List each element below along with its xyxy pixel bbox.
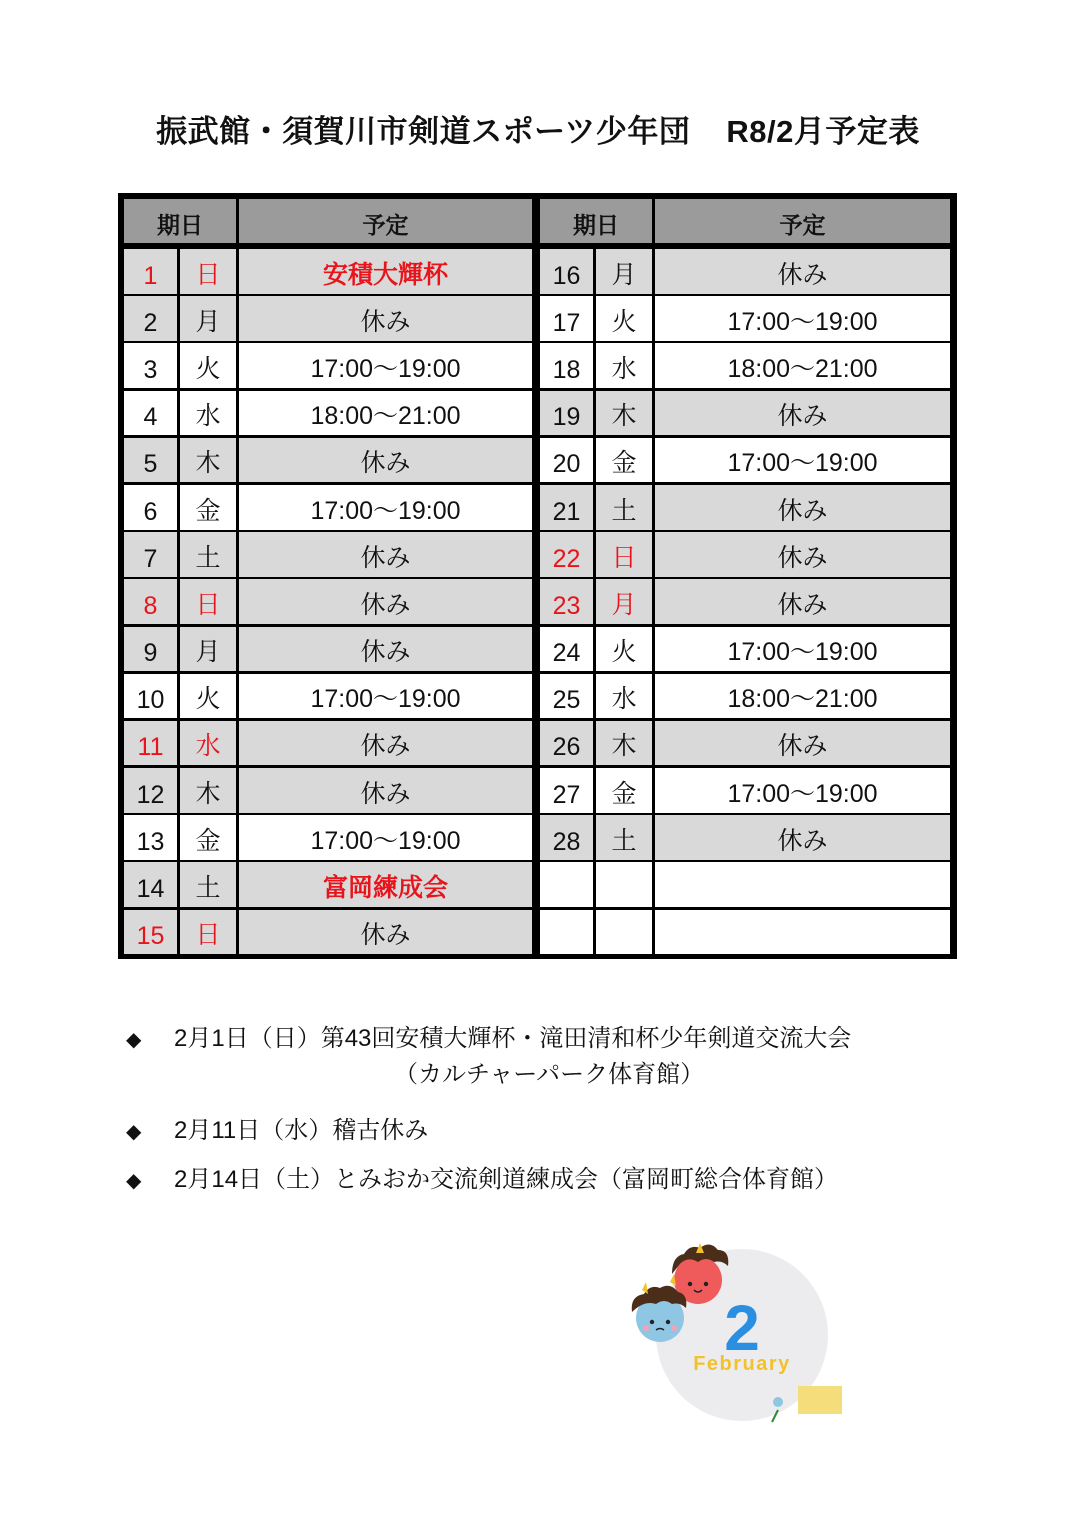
plan-cell [239, 485, 532, 530]
title-main: 振武館・須賀川市剣道スポーツ少年団 [156, 114, 691, 149]
weekday-cell [180, 343, 236, 388]
plan-cell-text: 休み [360, 638, 411, 667]
weekday-cell [596, 627, 652, 672]
weekday-cell-text: 木 [611, 732, 637, 761]
day-cell [540, 627, 593, 672]
day-cell-text: 17 [552, 308, 581, 337]
day-cell [540, 343, 593, 388]
plan-cell [655, 627, 950, 672]
table-row [124, 438, 532, 483]
plan-cell-text: 富岡練成会 [322, 874, 448, 903]
day-cell-text: 3 [143, 355, 158, 384]
table-row [124, 343, 532, 388]
table-row [124, 391, 532, 436]
plan-cell [239, 627, 532, 672]
weekday-cell [180, 391, 236, 436]
plan-cell-text: 休み [360, 779, 411, 808]
header-plan: 予定 [239, 199, 532, 243]
weekday-cell [180, 579, 236, 624]
note-subtext: （カルチャーパーク体育館） [394, 1061, 705, 1088]
plan-cell-text: 休み [360, 921, 411, 950]
weekday-cell [596, 579, 652, 624]
plan-cell-text: 休み [777, 826, 828, 855]
table-row [124, 815, 532, 860]
plan-cell-text: 18:00～21:00 [310, 402, 461, 431]
day-cell [124, 438, 177, 483]
day-cell [540, 674, 593, 719]
oni-february-icon [618, 1240, 858, 1430]
table-row [540, 910, 950, 955]
day-cell-text: 1 [143, 261, 158, 290]
day-cell-text: 26 [552, 733, 581, 762]
day-cell [124, 579, 177, 624]
day-cell-text: 4 [143, 403, 158, 432]
table-row [540, 343, 950, 388]
weekday-cell-text: 土 [611, 496, 637, 525]
weekday-cell-text: 土 [195, 543, 221, 572]
plan-cell-text: 17:00～19:00 [727, 638, 878, 667]
table-rows-left [124, 249, 532, 954]
weekday-cell-text: 水 [195, 402, 221, 431]
day-cell [124, 532, 177, 577]
day-cell-text: 2 [143, 308, 158, 337]
weekday-cell-text: 日 [195, 921, 221, 950]
table-row [540, 579, 950, 624]
table-row [124, 862, 532, 907]
note-item [126, 1018, 852, 1088]
day-cell [540, 768, 593, 813]
table-header [540, 199, 950, 243]
day-cell [124, 910, 177, 955]
plan-cell [239, 438, 532, 483]
plan-cell [655, 579, 950, 624]
weekday-cell-text: 水 [611, 685, 637, 714]
day-cell [540, 296, 593, 341]
weekday-cell-text: 月 [195, 638, 221, 667]
plan-cell [655, 674, 950, 719]
day-cell [540, 862, 593, 907]
day-cell [540, 391, 593, 436]
weekday-cell [180, 768, 236, 813]
weekday-cell-text: 火 [195, 354, 221, 383]
plan-cell-text: 休み [777, 260, 828, 289]
weekday-cell-text: 金 [611, 449, 637, 478]
day-cell [540, 721, 593, 766]
plan-cell [239, 674, 532, 719]
weekday-cell-text: 木 [611, 402, 637, 431]
weekday-cell [596, 862, 652, 907]
table-row [540, 296, 950, 341]
table-row [124, 249, 532, 294]
plan-cell-text: 休み [777, 402, 828, 431]
table-row [540, 862, 950, 907]
plan-cell [655, 391, 950, 436]
header-date: 期日 [540, 199, 652, 243]
weekday-cell-text: 水 [195, 732, 221, 761]
table-row [540, 815, 950, 860]
plan-cell-text: 休み [360, 307, 411, 336]
plan-cell-text: 休み [777, 543, 828, 572]
day-cell [540, 249, 593, 294]
schedule-right-half [540, 199, 950, 953]
day-cell-text: 25 [552, 686, 581, 715]
day-cell [540, 438, 593, 483]
weekday-cell [180, 721, 236, 766]
day-cell [124, 674, 177, 719]
day-cell-text: 21 [552, 497, 581, 526]
weekday-cell [596, 721, 652, 766]
weekday-cell-text: 日 [195, 260, 221, 289]
day-cell [540, 532, 593, 577]
note-item [126, 1159, 838, 1194]
plan-cell [239, 721, 532, 766]
weekday-cell-text: 火 [611, 638, 637, 667]
weekday-cell-text: 木 [195, 779, 221, 808]
weekday-cell [180, 815, 236, 860]
day-cell-text: 7 [143, 544, 158, 573]
title-period: R8/2月予定表 [726, 114, 920, 149]
day-cell [540, 579, 593, 624]
table-row [540, 391, 950, 436]
weekday-cell [596, 485, 652, 530]
weekday-cell [596, 815, 652, 860]
note-text: 2月14日（土）とみおか交流剣道練成会（富岡町総合体育館） [174, 1166, 839, 1193]
plan-cell [239, 249, 532, 294]
weekday-cell [596, 391, 652, 436]
weekday-cell [596, 249, 652, 294]
page-title [0, 106, 1076, 151]
weekday-cell [180, 862, 236, 907]
plan-cell [655, 815, 950, 860]
weekday-cell-text: 月 [611, 590, 637, 619]
day-cell-text: 5 [143, 450, 158, 479]
weekday-cell [180, 627, 236, 672]
plan-cell-text: 17:00～19:00 [310, 496, 461, 525]
day-cell-text: 14 [136, 875, 165, 904]
day-cell [540, 815, 593, 860]
weekday-cell-text: 火 [195, 685, 221, 714]
plan-cell-text: 18:00～21:00 [727, 685, 878, 714]
table-row [540, 438, 950, 483]
plan-cell-text: 安積大輝杯 [322, 260, 448, 289]
plan-cell [239, 768, 532, 813]
table-header [124, 199, 532, 243]
note-text: 2月11日（水）稽古休み [174, 1117, 429, 1144]
plan-cell [655, 910, 950, 955]
day-cell-text: 8 [143, 591, 158, 620]
day-cell [124, 627, 177, 672]
table-row [540, 532, 950, 577]
table-row [124, 532, 532, 577]
plan-cell-text: 17:00～19:00 [727, 307, 878, 336]
day-cell [540, 485, 593, 530]
svg-text:2: 2 [724, 1292, 760, 1364]
plan-cell [655, 721, 950, 766]
diamond-bullet-icon: ◆ [126, 1029, 142, 1051]
plan-cell-text: 17:00～19:00 [310, 354, 461, 383]
weekday-cell [180, 485, 236, 530]
plan-cell [239, 391, 532, 436]
plan-cell [655, 343, 950, 388]
day-cell [124, 391, 177, 436]
weekday-cell-text: 月 [195, 307, 221, 336]
plan-cell [239, 579, 532, 624]
table-row [124, 627, 532, 672]
weekday-cell [596, 343, 652, 388]
day-cell [124, 721, 177, 766]
plan-cell [655, 296, 950, 341]
plan-cell [655, 532, 950, 577]
plan-cell-text: 休み [360, 732, 411, 761]
day-cell-text: 23 [552, 591, 581, 620]
day-cell-text: 10 [136, 686, 165, 715]
plan-cell-text: 休み [777, 732, 828, 761]
day-cell-text: 9 [143, 639, 158, 668]
weekday-cell [596, 438, 652, 483]
day-cell-text: 28 [552, 827, 581, 856]
note-item [126, 1110, 428, 1145]
plan-cell [655, 485, 950, 530]
day-cell-text: 18 [552, 355, 581, 384]
weekday-cell [596, 296, 652, 341]
weekday-cell-text: 金 [611, 779, 637, 808]
weekday-cell-text: 土 [611, 826, 637, 855]
table-row [540, 674, 950, 719]
plan-cell [239, 910, 532, 955]
plan-cell [239, 532, 532, 577]
table-row [124, 579, 532, 624]
table-row [124, 768, 532, 813]
day-cell [124, 768, 177, 813]
plan-cell [239, 343, 532, 388]
weekday-cell-text: 土 [195, 874, 221, 903]
table-row [540, 627, 950, 672]
table-row [540, 485, 950, 530]
day-cell-text: 24 [552, 639, 581, 668]
plan-cell-text: 17:00～19:00 [727, 449, 878, 478]
plan-cell [655, 862, 950, 907]
day-cell [124, 815, 177, 860]
day-cell-text: 15 [136, 922, 165, 951]
weekday-cell-text: 火 [611, 307, 637, 336]
weekday-cell [596, 910, 652, 955]
note-text: 2月1日（日）第43回安積大輝杯・滝田清和杯少年剣道交流大会 [174, 1025, 852, 1052]
day-cell-text: 6 [143, 497, 158, 526]
plan-cell-text: 17:00～19:00 [727, 779, 878, 808]
day-cell-text: 16 [552, 261, 581, 290]
weekday-cell-text: 月 [611, 260, 637, 289]
weekday-cell [596, 674, 652, 719]
plan-cell-text: 休み [360, 590, 411, 619]
day-cell-text: 11 [137, 733, 164, 762]
day-cell-text: 22 [552, 544, 581, 573]
table-row [124, 910, 532, 955]
table-row [124, 296, 532, 341]
february-illustration [618, 1240, 858, 1430]
weekday-cell [596, 768, 652, 813]
weekday-cell [180, 438, 236, 483]
table-row [540, 249, 950, 294]
plan-cell [239, 296, 532, 341]
weekday-cell-text: 水 [611, 354, 637, 383]
diamond-bullet-icon: ◆ [126, 1121, 142, 1143]
plan-cell-text: 18:00～21:00 [727, 354, 878, 383]
plan-cell-text: 17:00～19:00 [310, 685, 461, 714]
weekday-cell [180, 674, 236, 719]
weekday-cell-text: 日 [611, 543, 637, 572]
weekday-cell-text: 金 [195, 826, 221, 855]
day-cell [124, 343, 177, 388]
plan-cell [655, 768, 950, 813]
plan-cell-text: 休み [360, 543, 411, 572]
header-plan: 予定 [655, 199, 950, 243]
plan-cell-text: 休み [777, 496, 828, 525]
weekday-cell [180, 532, 236, 577]
header-date: 期日 [124, 199, 236, 243]
plan-cell [239, 862, 532, 907]
day-cell [124, 296, 177, 341]
day-cell-text: 20 [552, 450, 581, 479]
schedule-left-half [124, 199, 532, 953]
plan-cell [239, 815, 532, 860]
plan-cell-text: 17:00～19:00 [310, 826, 461, 855]
weekday-cell [180, 910, 236, 955]
table-row [124, 485, 532, 530]
plan-cell-text: 休み [360, 449, 411, 478]
table-row [124, 721, 532, 766]
plan-cell [655, 249, 950, 294]
svg-text:February: February [693, 1353, 791, 1375]
day-cell-text: 12 [136, 780, 165, 809]
schedule-table [118, 193, 957, 959]
day-cell [124, 485, 177, 530]
table-row [124, 674, 532, 719]
day-cell [124, 862, 177, 907]
day-cell-text: 19 [552, 403, 581, 432]
table-row [540, 768, 950, 813]
weekday-cell [596, 532, 652, 577]
diamond-bullet-icon: ◆ [126, 1170, 142, 1192]
weekday-cell [180, 296, 236, 341]
table-rows-right [540, 249, 950, 954]
plan-cell-text: 休み [777, 590, 828, 619]
weekday-cell [180, 249, 236, 294]
weekday-cell-text: 金 [195, 496, 221, 525]
day-cell-text: 27 [552, 780, 581, 809]
table-row [540, 721, 950, 766]
day-cell [124, 249, 177, 294]
day-cell-text: 13 [136, 827, 165, 856]
day-cell [540, 910, 593, 955]
weekday-cell-text: 日 [195, 590, 221, 619]
plan-cell [655, 438, 950, 483]
weekday-cell-text: 木 [195, 449, 221, 478]
